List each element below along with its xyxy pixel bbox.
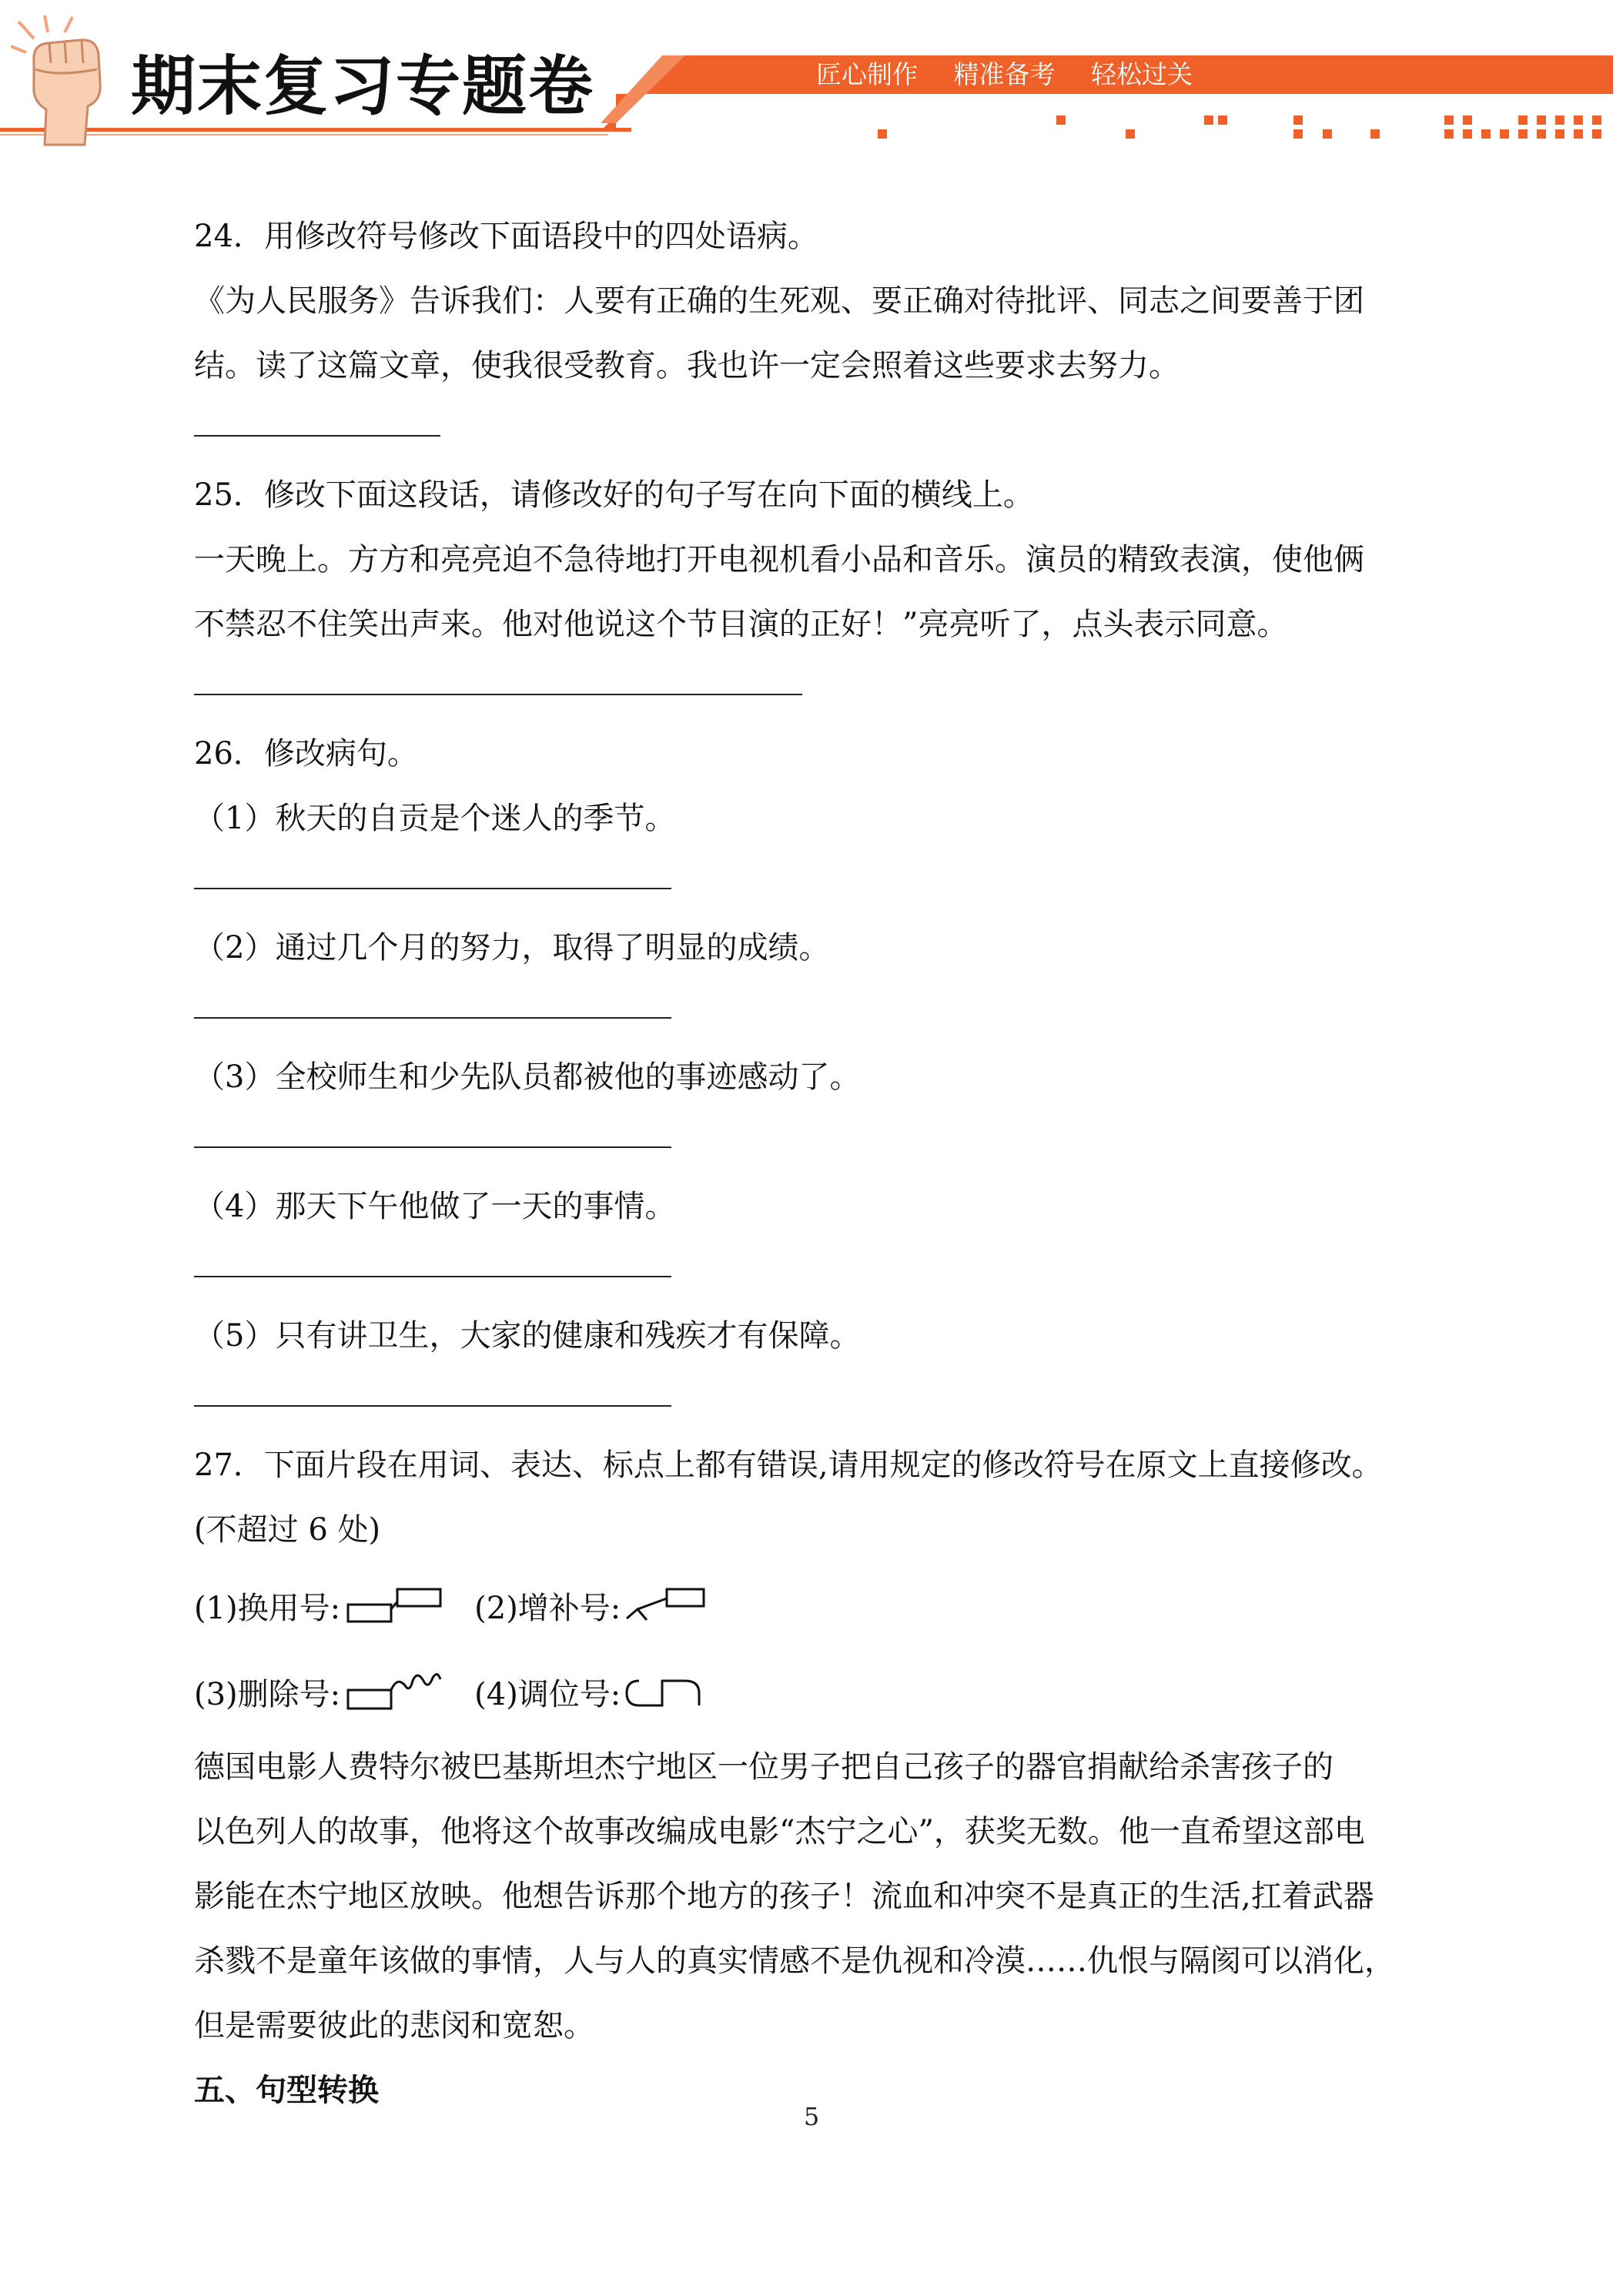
correction-marks-row-2 (194, 1648, 1441, 1735)
mark-replace (194, 1584, 443, 1628)
question-24-text-line-2: 结。读了这篇文章，使我很受教育。我也许一定会照着这些要求去努力。 (194, 348, 1180, 383)
question-26-item-1-answer-line[interactable] (194, 888, 671, 889)
page-content (194, 204, 1441, 2123)
page-number: 5 (803, 2102, 820, 2131)
question-25-prompt: 25．修改下面这段话，请修改好的句子写在向下面的横线上。 (194, 477, 1034, 513)
question-26 (194, 721, 1441, 1407)
question-24-prompt: 24．用修改符号修改下面语段中的四处语病。 (194, 219, 818, 254)
swap-mark-icon (624, 1670, 708, 1713)
question-26-item-1: （1）秋天的自贡是个迷人的季节。 (194, 801, 676, 836)
insert-mark-icon (624, 1586, 708, 1625)
section-heading: 五、句型转换 (194, 2073, 379, 2108)
mark-delete-label: (3)删除号: (194, 1676, 341, 1712)
mark-replace-label: (1)换用号: (194, 1590, 341, 1626)
header-decor-squares (878, 115, 1601, 139)
mark-insert (474, 1584, 708, 1628)
mark-delete (194, 1670, 443, 1714)
question-26-item-4-answer-line[interactable] (194, 1276, 671, 1277)
question-26-item-3: （3）全校师生和少先队员都被他的事迹感动了。 (194, 1059, 861, 1095)
question-27-passage-line-5: 但是需要彼此的悲闵和宽恕。 (194, 2008, 594, 2043)
fist-logo-icon (11, 15, 126, 146)
mark-swap-label: (4)调位号: (474, 1676, 621, 1712)
question-25 (194, 463, 1441, 695)
slogan-3: 轻松过关 (1091, 59, 1193, 89)
question-25-answer-line[interactable] (194, 694, 802, 695)
question-25-text-line-2: 不禁忍不住笑出声来。他对他说这个节目演的正好！”亮亮听了，点头表示同意。 (194, 607, 1288, 642)
question-24 (194, 204, 1441, 437)
question-26-item-3-answer-line[interactable] (194, 1146, 671, 1148)
correction-marks-row-1 (194, 1562, 1441, 1648)
header-title: 期末复习专题卷 (131, 49, 595, 124)
question-27-limit: (不超过 6 处) (194, 1512, 381, 1548)
slogan-1: 匠心制作 (816, 59, 918, 89)
question-24-answer-line[interactable] (194, 435, 440, 437)
question-26-item-2-answer-line[interactable] (194, 1017, 671, 1019)
question-27-passage-line-1: 德国电影人费特尔被巴基斯坦杰宁地区一位男子把自己孩子的器官捐献给杀害孩子的 (194, 1749, 1334, 1785)
question-27-passage-line-2: 以色列人的故事，他将这个故事改编成电影“杰宁之心”，获奖无数。他一直希望这部电 (194, 1814, 1365, 1849)
question-26-prompt: 26．修改病句。 (194, 736, 418, 771)
question-25-text-line-1: 一天晚上。方方和亮亮迫不急待地打开电视机看小品和音乐。演员的精致表演，使他俩 (194, 542, 1364, 577)
header-slogans (816, 57, 1220, 92)
slogan-2: 精准备考 (953, 59, 1056, 89)
question-27-prompt: 27．下面片段在用词、表达、标点上都有错误,请用规定的修改符号在原文上直接修改。 (194, 1448, 1383, 1483)
page-header (0, 0, 1623, 154)
mark-insert-label: (2)增补号: (474, 1590, 621, 1626)
question-27-passage-line-3: 影能在杰宁地区放映。他想告诉那个地方的孩子！流血和冲突不是真正的生活,扛着武器 (194, 1879, 1374, 1914)
delete-mark-icon (343, 1670, 443, 1713)
mark-swap (474, 1670, 708, 1714)
question-26-item-5: （5）只有讲卫生，大家的健康和残疾才有保障。 (194, 1318, 861, 1354)
question-26-item-4: （4）那天下午他做了一天的事情。 (194, 1189, 676, 1224)
question-27-passage-line-4: 杀戮不是童年该做的事情，人与人的真实情感不是仇视和冷漠……仇恨与隔阂可以消化， (194, 1943, 1395, 1979)
question-27 (194, 1433, 1441, 2058)
question-24-text-line-1: 《为人民服务》告诉我们：人要有正确的生死观、要正确对待批评、同志之间要善于团 (194, 283, 1364, 319)
replace-mark-icon (343, 1586, 443, 1625)
question-26-item-5-answer-line[interactable] (194, 1405, 671, 1407)
question-26-item-2: （2）通过几个月的努力，取得了明显的成绩。 (194, 930, 830, 966)
